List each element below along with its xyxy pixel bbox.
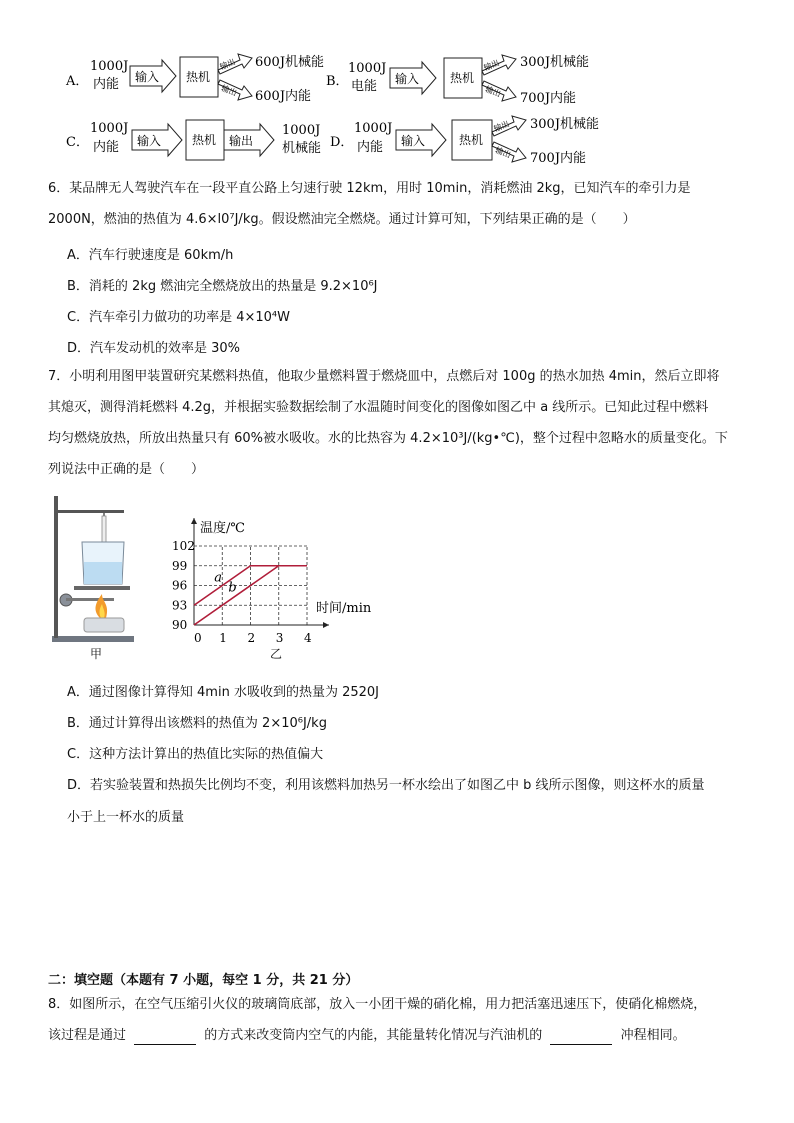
q7-stem-line-3: 均匀燃烧放热，所放出热量只有 60%被水吸收。水的比热容为 4.2×10³J/(kg•℃)，整个过程中忽略水的质量变化。下 <box>48 431 728 446</box>
y-tick-label: 96 <box>172 578 188 593</box>
q6-option-b[interactable]: B．消耗的 2kg 燃油完全燃烧放出的热量是 9.2×10⁶J <box>67 279 378 294</box>
diagram-a-result-2: 600J内能 <box>255 89 312 104</box>
burner-dish <box>84 618 124 632</box>
q7-option-d-line-2[interactable]: 小于上一杯水的质量 <box>67 810 185 825</box>
diagram-b-result-2: 700J内能 <box>520 91 577 106</box>
chart-x-axis-label: 时间/min <box>316 601 372 616</box>
diagram-d-source-type: 内能 <box>357 140 384 155</box>
q8-stem-line-2 <box>48 1027 686 1045</box>
diagram-a-output-label-1: 输出 <box>218 57 237 72</box>
diagram-a-source-amount: 1000J <box>90 59 129 74</box>
diagram-b-engine-label: 热机 <box>450 71 475 85</box>
diagram-c-source-amount: 1000J <box>90 121 129 136</box>
diagram-d-source-amount: 1000J <box>354 121 393 136</box>
q7-option-c[interactable]: C．这种方法计算出的热值比实际的热值偏大 <box>67 747 324 762</box>
stand-rod <box>54 496 58 638</box>
q8-stem-line-1: 8．如图所示，在空气压缩引火仪的玻璃筒底部，放入一小团干燥的硝化棉，用力把活塞迅速压下，使硝化棉燃烧， <box>48 997 707 1012</box>
q7-option-a[interactable]: A．通过图像计算得知 4min 水吸收到的热量为 2520J <box>67 685 379 700</box>
water <box>84 562 122 584</box>
x-tick-label: 3 <box>275 631 284 645</box>
q8-part-2: 的方式来改变筒内空气的内能，其能量转化情况与汽油机的 <box>204 1028 543 1043</box>
diagram-b-source-amount: 1000J <box>348 61 387 76</box>
y-axis-arrow <box>191 518 197 524</box>
diagram-c-engine-label: 热机 <box>192 133 217 147</box>
diagram-d-input-label: 输入 <box>401 134 426 148</box>
q8-blank-1[interactable] <box>134 1031 196 1045</box>
diagram-b-output-label-1: 输出 <box>482 58 501 73</box>
q7-stem-line-4: 列说法中正确的是（ ） <box>48 462 205 477</box>
energy-flow-diagrams <box>0 40 794 180</box>
diagram-a-output-label-2: 输出 <box>219 83 239 98</box>
q6-option-a[interactable]: A．汽车行驶速度是 60km/h <box>67 248 234 263</box>
diagram-b-source-type: 电能 <box>351 79 378 94</box>
chart-y-axis-label: 温度/℃ <box>200 521 245 536</box>
x-tick-label: 2 <box>247 631 256 645</box>
diagram-d-engine-label: 热机 <box>459 133 484 147</box>
q7-stem-line-2: 其熄灭，测得消耗燃料 4.2g，并根据实验数据绘制了水温随时间变化的图像如图乙中 a 线所示。已知此过程中燃料 <box>48 400 709 415</box>
diagram-option-a[interactable] <box>65 54 324 104</box>
diagram-a-engine-label: 热机 <box>186 70 211 84</box>
diagram-a-result-1: 600J机械能 <box>255 55 325 70</box>
diagram-b-output-label-2: 输出 <box>483 84 503 99</box>
clamp-arm <box>54 510 124 513</box>
q7-option-d-line-1[interactable]: D．若实验装置和热损失比例均不变，利用该燃料加热另一杯水绘出了如图乙中 b 线所示图像，则这杯水的质量 <box>67 778 705 793</box>
q7-option-b[interactable]: B．通过计算得出该燃料的热值为 2×10⁶J/kg <box>67 716 327 731</box>
diagram-d-letter: D． <box>330 135 354 150</box>
series-label-b: b <box>228 580 237 596</box>
q8-part-3: 冲程相同。 <box>620 1028 686 1043</box>
q7-stem-line-1: 7．小明利用图甲装置研究某燃料热值，他取少量燃料置于燃烧皿中，点燃后对 100g 的热水加热 4min，然后立即将 <box>48 369 720 384</box>
diagram-d-output-label-2: 输出 <box>493 145 513 160</box>
diagram-a-letter: A． <box>66 74 89 89</box>
x-tick-label: 0 <box>194 631 202 645</box>
diagram-d-result-1: 300J机械能 <box>530 117 600 132</box>
diagram-c-letter: C． <box>66 135 89 150</box>
diagram-d-output-label-1: 输出 <box>492 119 511 134</box>
apparatus-figure-jia <box>44 494 144 664</box>
y-tick-label: 90 <box>172 618 188 632</box>
stand-base <box>52 636 134 642</box>
diagram-c-input-label: 输入 <box>137 134 162 148</box>
q6-option-d[interactable]: D．汽车发动机的效率是 30% <box>67 341 241 356</box>
series-label-a: a <box>214 570 223 586</box>
q6-stem-line-1: 6．某品牌无人驾驶汽车在一段平直公路上匀速行驶 12km，用时 10min，消耗燃油 2kg，已知汽车的牵引力是 <box>48 181 691 196</box>
x-tick-label: 4 <box>304 631 312 645</box>
diagram-b-letter: B． <box>326 74 349 89</box>
diagram-c-result-type: 机械能 <box>282 141 322 156</box>
q6-option-c[interactable]: C．汽车牵引力做功的功率是 4×10⁴W <box>67 310 290 325</box>
diagram-option-c[interactable] <box>66 120 321 160</box>
q8-blank-2[interactable] <box>550 1031 612 1045</box>
x-tick-label: 1 <box>219 631 227 645</box>
diagram-a-source-type: 内能 <box>93 77 120 92</box>
figure-label-yi: 乙 <box>270 647 283 661</box>
x-axis-arrow <box>323 622 329 628</box>
diagram-option-b[interactable] <box>326 54 589 106</box>
ring <box>74 586 130 590</box>
temperature-time-chart <box>164 512 384 652</box>
diagram-a-input-label: 输入 <box>135 70 160 84</box>
diagram-c-source-type: 内能 <box>93 140 120 155</box>
diagram-c-result-amount: 1000J <box>282 123 321 138</box>
q6-stem-line-2: 2000N，燃油的热值为 4.6×l0⁷J/kg。假设燃油完全燃烧。通过计算可知，下列结果正确的是（ ） <box>48 212 636 227</box>
section-2-heading: 二：填空题（本题有 7 小题，每空 1 分，共 21 分） <box>48 973 359 988</box>
y-tick-label: 102 <box>172 539 195 553</box>
figure-label-jia: 甲 <box>90 647 103 661</box>
q8-part-1: 该过程是通过 <box>48 1028 127 1043</box>
diagram-c-output-label: 输出 <box>229 134 254 148</box>
diagram-d-result-2: 700J内能 <box>530 151 587 166</box>
diagram-b-result-1: 300J机械能 <box>520 55 590 70</box>
y-tick-label: 93 <box>172 598 188 613</box>
y-tick-label: 99 <box>172 558 188 573</box>
diagram-option-d[interactable] <box>330 116 599 166</box>
diagram-b-input-label: 输入 <box>395 72 420 86</box>
